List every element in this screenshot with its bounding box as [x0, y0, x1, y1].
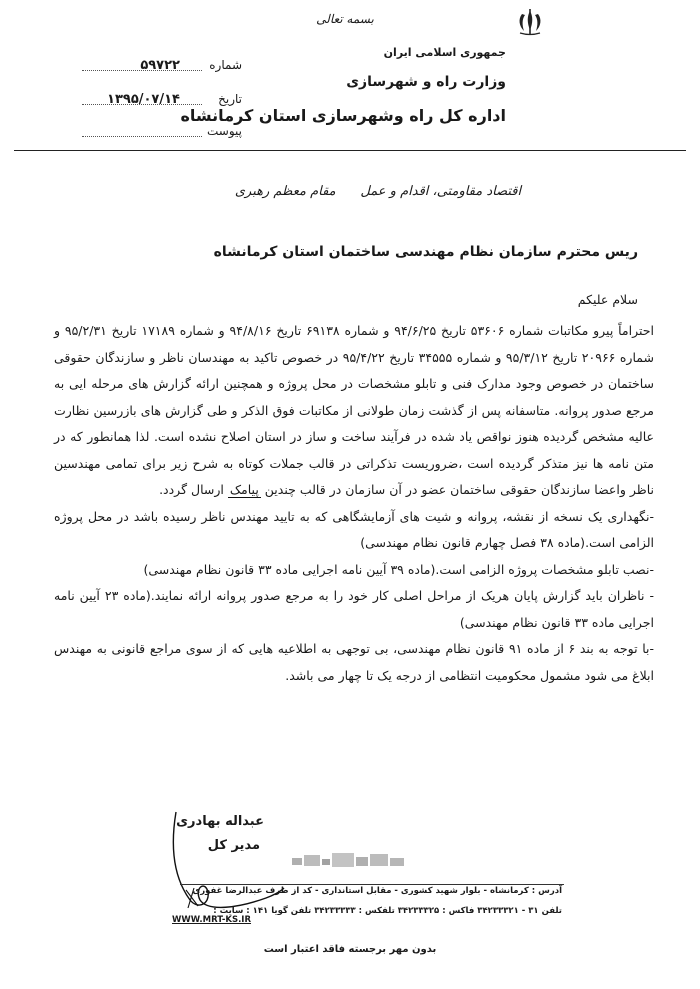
- body-paragraph: [54, 318, 654, 504]
- signer-title: مدیر کل: [207, 838, 260, 853]
- header-divider: [14, 150, 686, 151]
- org-country: جمهوری اسلامی ایران: [383, 46, 506, 59]
- body-paragraph-end: ارسال گردد.: [159, 482, 224, 497]
- letter-date-row: [32, 92, 242, 110]
- org-department: اداره کل راه وشهرسازی استان کرمانشاه: [180, 106, 506, 125]
- sms-word: پیامک: [229, 482, 259, 497]
- letter-date-label: تاریخ: [218, 92, 242, 106]
- letter-date-value: ۱۳۹۵/۰۷/۱۴: [107, 92, 180, 107]
- letter-number-value: ۵۹۷۲۲: [140, 58, 180, 73]
- iran-emblem-icon: [510, 8, 550, 36]
- footer-phones: تلفن ۳۱ - ۳۴۲۳۳۳۲۱ فاکس : ۳۴۲۳۳۳۲۵ تلفکس : ۳۴۲۳۳۳۳۳ تلفن گویا ۱۴۱ : سایت :: [213, 906, 562, 916]
- slogan: اقتصاد مقاومتی، اقدام و عمل مقام معظم رهبری: [234, 184, 522, 199]
- footer-website-link[interactable]: WWW.MRT-KS.IR: [172, 915, 252, 925]
- letter-attachment-dots: [82, 136, 202, 137]
- org-ministry: وزارت راه و شهرسازی: [346, 74, 506, 90]
- signer-name: عبداله بهادری: [176, 814, 264, 829]
- body-item-3: - ناظران باید گزارش پایان هریک از مراحل اصلی کار خود را به مرجع صدور پروانه ارائه نمایند.(ماده ۲۳ آیین نامه اجرایی ماده ۳۳ قانون نظام مهندسی): [54, 588, 654, 630]
- body-item-4: -با توجه به بند ۶ از ماده ۹۱ قانون نظام مهندسی، بی توجهی به اطلاعیه هایی که از سوی مراجع قانونی به مهندس ابلاغ می شود مشمول محکومیت انتظامی از درجه یک تا چهار می باشد.: [54, 641, 654, 683]
- basmala: بسمه تعالی: [316, 12, 374, 26]
- stamp-validity-note: بدون مهر برجسته فاقد اعتبار است: [263, 944, 437, 955]
- handwritten-signature-icon: [168, 808, 288, 918]
- footer-divider: [180, 884, 564, 885]
- letter-number-row: [32, 58, 242, 76]
- letter-attachment-label: پیوست: [207, 124, 242, 138]
- body-paragraph-text: احتراماً پیرو مکاتبات شماره ۵۳۶۰۶ تاریخ ۹۴/۶/۲۵ و شماره ۶۹۱۳۸ تاریخ ۹۴/۸/۱۶ و شماره ۱۷۱۸۹ تاریخ ۹۵/۲/۳۱ و شماره ۲۰۹۶۶ تاریخ ۹۵/۳/۱۲ و شماره ۳۴۵۵۵ تاریخ ۹۵/۴/۲۲ در خصوص تاکید به مهندسان ناظر و سازندگان حقوقی ساختمان در خصوص وجود مدارک فنی و تابلو مشخصات در محل پروژه و همچنین ارائه گزارش های مرحله ایی به مرجع صدور پروانه. متاسفانه پس از گذشت زمان طولانی از مکاتبات فوق الذکر و طی گزارش های بازرسین نظارت عالیه مشخص گردیده هنوز نواقص یاد شده در فرآیند ساخت و ساز در استان اصلاح نشده است. لذا همانطور که در متن نامه ها نیز متذکر گردیده است ،ضروریست تذکراتی در قالب جملات کوتاه به شرح زیر برای تمامی مهندسین ناظر واعضا سازندگان حقوقی ساختمان عضو در آن سازمان در قالب چندین: [54, 323, 654, 497]
- body-item-1: -نگهداری یک نسخه از نقشه، پروانه و شیت های آزمایشگاهی که به تایید مهندس ناظر رسیده باشد در محل پروژه الزامی است.(ماده ۳۸ فصل چهارم قانون نظام مهندسی): [54, 508, 654, 550]
- redacted-mark-icon: [290, 850, 410, 872]
- greeting: سلام علیکم: [577, 292, 638, 307]
- letter-number-label: شماره: [209, 58, 242, 72]
- letter-body: [54, 318, 654, 689]
- footer-address: آدرس : کرمانشاه - بلوار شهید کشوری - مقابل استانداری - کد از طرف عبدالرضا غفوری: [192, 886, 562, 896]
- recipient: ریس محترم سازمان نظام مهندسی ساختمان استان کرمانشاه: [213, 244, 638, 260]
- letter-attachment-row: [32, 124, 242, 142]
- body-item-2: -نصب تابلو مشخصات پروژه الزامی است.(ماده ۳۹ آیین نامه اجرایی ماده ۳۳ قانون نظام مهندسی): [143, 561, 654, 577]
